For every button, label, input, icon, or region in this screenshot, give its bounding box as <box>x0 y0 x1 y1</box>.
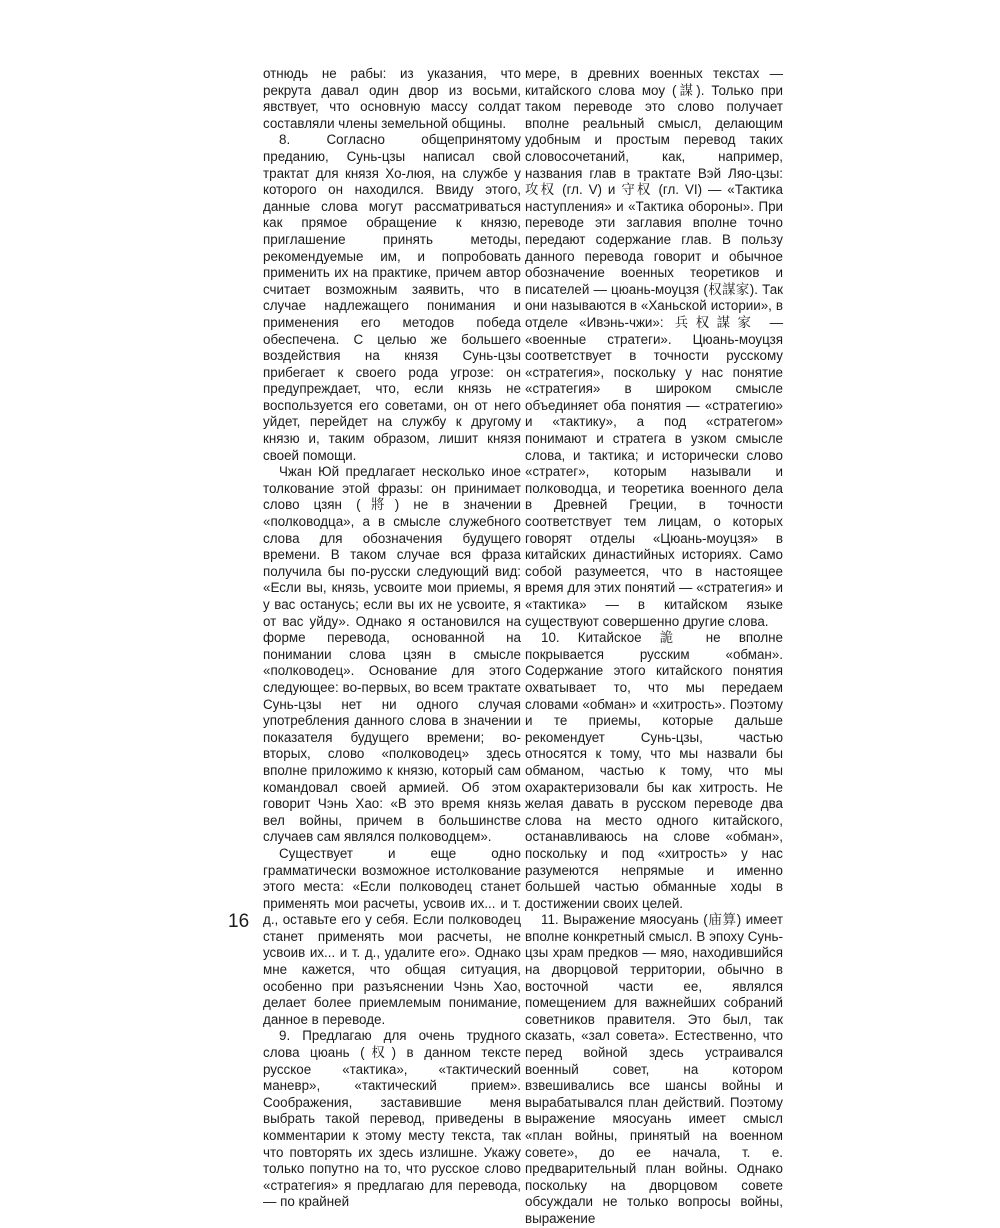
paragraph: мере, в древних военных текстах — китайского слова моу (謀). Только при таком переводе это слово получает вполне реальный смысл, делающим удобным и простым перевод таких словосочетаний, как, например, названия глав в трактате Вэй Ляо-цзы: 攻权 (гл. V) и 守权 (гл. VI) — «Тактика наступления» и «Тактика обороны». При переводе эти заглавия вполне точно передают содержание глав. В пользу данного перевода говорит и обычное обозначение военных теоретиков и писателей — цюань-моуцзя (权謀家). Так они называются в «Ханьской истории», в отделе «Ивэнь-чжи»: 兵权謀家 — «военные стратеги». Цюань-моуцзя соответствует в точности русскому «стратегия», поскольку у нас понятие «стратегия» в широком смысле объединяет оба понятия — «стратегию» и «тактику», а под «стратегом» понимают и стратега в узком смысле слова, и тактика; и исторически слово «стратег», которым называли и полководца, и теоретика военного дела в Древней Греции, в точности соответствует тем лицам, о которых говорят отделы «Цюань-моуцзя» в китайских династийных историях. Само собой разумеется, что в настоящее время для этих понятий — «стратегия» и «тактика» — в китайском языке существуют совершенно другие слова. <box>525 66 783 629</box>
paragraph: Существует и еще одно грамматически возможное истолкование этого места: «Если полководец станет применять мои расчеты, усвоив их... и т. д., оставьте его у себя. Если полководец станет применять мои расчеты, не усвоив их... и т. д., удалите его». Однако мне кажется, что общая ситуация, особенно при разъяснении Чэнь Хао, делает более приемлемым понимание, данное в переводе. <box>263 845 521 1027</box>
paragraph: 11. Выражение мяосуань (庙算) имеет вполне конкретный смысл. В эпоху Сунь-цзы храм предков — мяо, находившийся на дворцовой территории, обычно в восточной части ее, являлся помещением для важнейших собраний советников правителя. Это был, так сказать, «зал совета». Естественно, что перед войной здесь устраивался военный совет, на котором взвешивались все шансы войны и вырабатывался план действий. Поэтому выражение мяосуань имеет смысл «план войны, принятый на военном совете», до ее начала, т. е. предварительный план войны. Однако поскольку на дворцовом совете обсуждали не только вопросы войны, выражение <box>525 912 783 1226</box>
paragraph: Чжан Юй предлагает несколько иное толкование этой фразы: он принимает слово цзян (將) не в значении «полководца», а в смысле служебного слова для обозначения будущего времени. В таком случае вся фраза получила бы по-русски следующий вид: «Если вы, князь, усвоите мои приемы, я у вас останусь; если вы их не усвоите, я от вас уйду». Однако я остановился на форме перевода, основанной на понимании слова цзян в смысле «полководец». Основание для этого следующее: во-первых, во всем трактате Сунь-цзы нет ни одного случая употребления данного слова в значении показателя будущего времени; во-вторых, слово «полководец» здесь вполне приложимо к князю, который сам командовал своей армией. Об этом говорит Чэнь Хао: «В это время князь вел войны, причем в большинстве случаев сам являлся полководцем». <box>263 464 521 845</box>
right-text-column <box>525 66 783 1228</box>
page-number: 16 <box>228 911 250 932</box>
paragraph: 9. Предлагаю для очень трудного слова цюань (权) в данном тексте русское «тактика», «тактический маневр», «тактический прием». Соображения, заставившие меня выбрать такой перевод, приведены в комментарии к этому месту текста, так что повторять их здесь излишне. Укажу только попутно на то, что русское слово «стратегия» я предлагаю для перевода, — по крайней <box>263 1028 521 1210</box>
paragraph: 8. Согласно общепринятому преданию, Сунь-цзы написал свой трактат для князя Хо-люя, на службе у которого он находился. Ввиду этого, данные слова могут рассматриваться как прямое обращение к князю, приглашение принять методы, рекомендуемые им, и попробовать применить их на практике, причем автор считает возможным заявить, что в случае надлежащего понимания и применения его методов победа обеспечена. С целью же большего воздействия на князя Сунь-цзы прибегает к своего рода угрозе: он предупреждает, что, если князь не воспользуется его советами, он от него уйдет, перейдет на службу к другому князю и, таким образом, лишит князя своей помощи. <box>263 132 521 463</box>
paragraph: отнюдь не рабы: из указания, что рекрута давал один двор из восьми, явствует, что основную массу солдат составляли члены земельной общины. <box>263 66 521 131</box>
paragraph: 10. Китайское 詭 не вполне покрывается русским «обман». Содержание этого китайского понятия охватывает то, что мы передаем словами «обман» и «хитрость». Поэтому и те приемы, которые дальше рекомендует Сунь-цзы, частью относятся к тому, что мы назвали бы обманом, частью к тому, что мы охарактеризовали бы как хитрость. Не желая давать в русском переводе два слова на место одного китайского, останавливаюсь на слове «обман», поскольку и под «хитрость» у нас разумеются непрямые и именно большей частью обманные ходы в достижении своих целей. <box>525 630 783 911</box>
left-text-column <box>263 66 521 1211</box>
